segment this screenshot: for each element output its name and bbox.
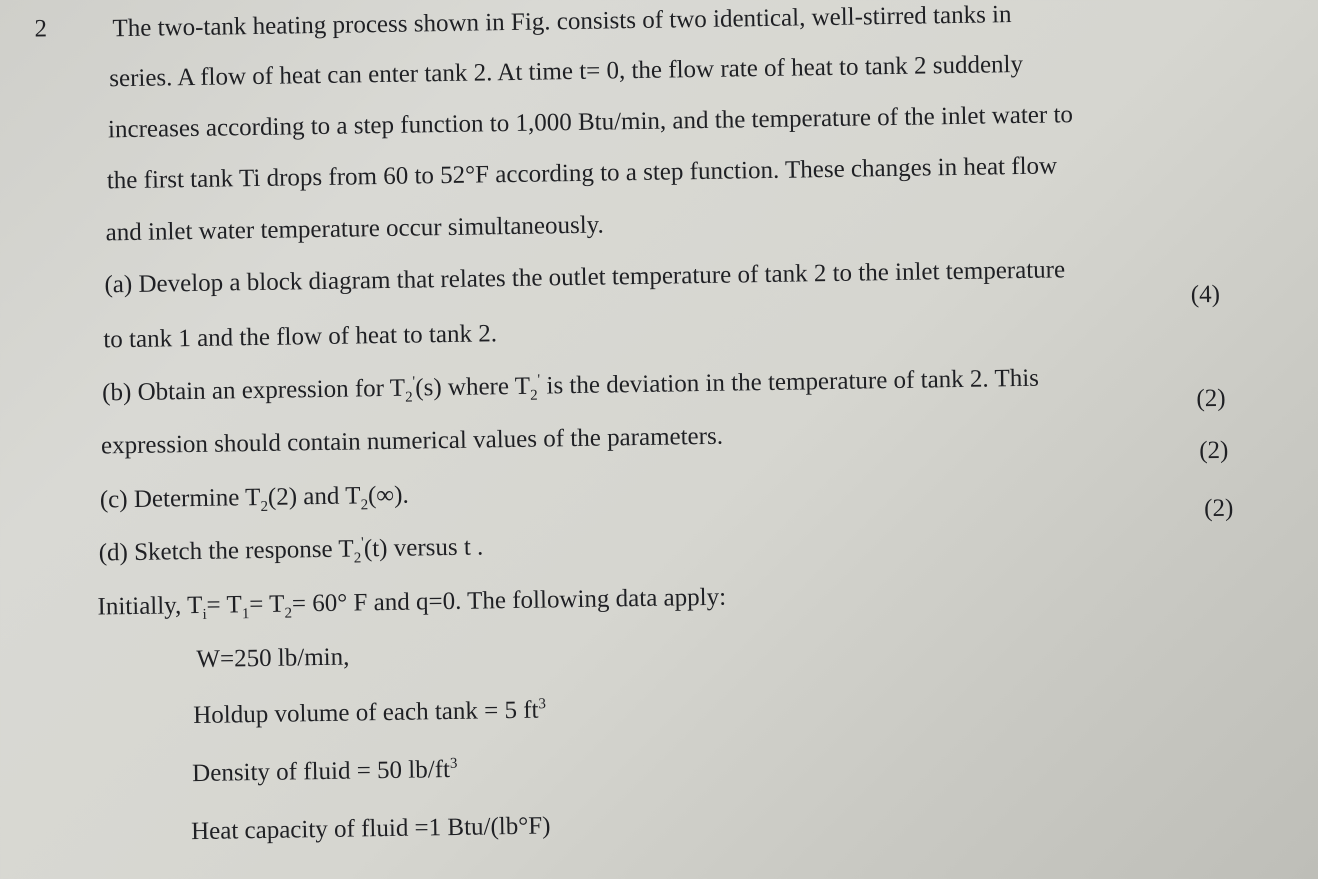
part-a-line-2: to tank 1 and the flow of heat to tank 2.	[103, 320, 498, 354]
intro-line-2: series. A flow of heat can enter tank 2. At time t= 0, the flow rate of heat to tank 2 suddenly	[109, 50, 1024, 93]
data-density: Density of fluid = 50 $lb/ft^3$	[191, 755, 458, 788]
part-b-marks: (2)	[1196, 384, 1226, 413]
question-number: 2	[34, 15, 48, 43]
data-flow-rate: W=250 lb/min,	[196, 643, 350, 673]
part-a-line-1: (a) Develop a block diagram that relates the outlet temperature of tank 2 to the inlet temperature	[104, 256, 1066, 299]
part-c-line: (c) Determine $T_2(2)$ and $T_2(\infty)$.	[99, 481, 409, 515]
part-b-line-2: expression should contain numerical values of the parameters.	[100, 422, 724, 460]
part-d-marks: (2)	[1203, 494, 1234, 523]
intro-line-4: the first tank Ti drops from 60 to 52°F according to a step function. These changes in heat flow	[106, 152, 1058, 195]
initial-conditions: Initially, $T_i= T_1= T_2= 60^\circ$ F and q=0. The following data apply:	[97, 583, 727, 623]
part-c-marks: (2)	[1199, 436, 1229, 465]
part-b-line-1: (b) Obtain an expression for $T_2'(s)$ where $T_2'$ is the deviation in the temperature of tank 2. This	[101, 364, 1040, 407]
part-a-marks: (4)	[1190, 280, 1221, 309]
intro-line-5: and inlet water temperature occur simultaneously.	[105, 211, 605, 247]
data-holdup-volume: Holdup volume of each tank = 5 $ft^3$	[193, 696, 547, 730]
intro-line-3: increases according to a step function to 1,000 Btu/min, and the temperature of the inlet water to	[107, 101, 1074, 144]
intro-line-1: The two-tank heating process shown in Fig. consists of two identical, well-stirred tanks in	[112, 1, 1012, 43]
part-d-line: (d) Sketch the response $T_2'(t)$ versus t .	[98, 533, 484, 567]
data-heat-capacity: Heat capacity of fluid =1 Btu/(lb°F)	[190, 812, 551, 846]
